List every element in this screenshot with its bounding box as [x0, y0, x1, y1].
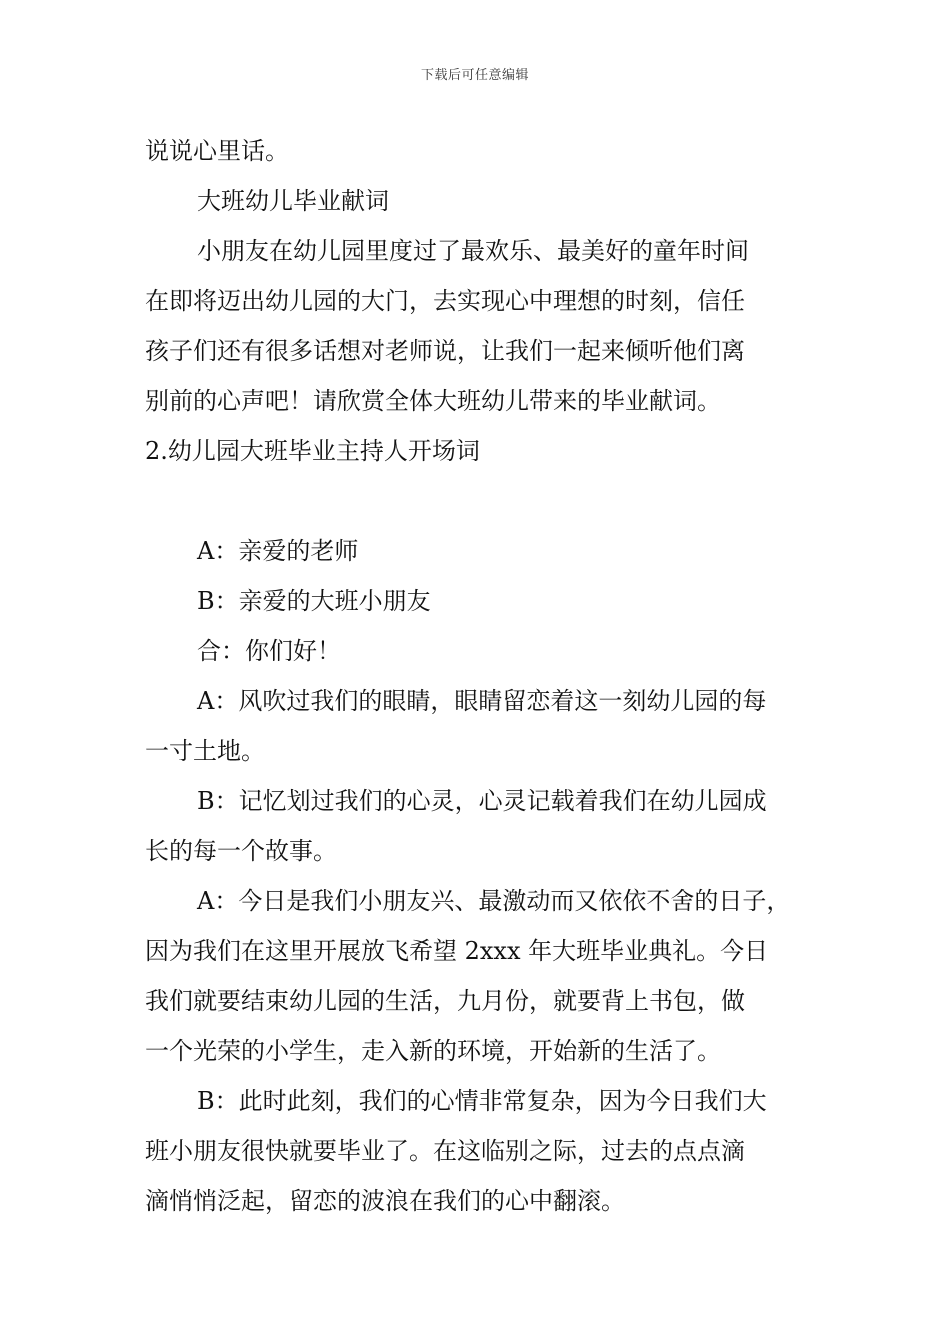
dialogue-line: A：今日是我们小朋友兴、最激动而又依依不舍的日子， [197, 887, 791, 915]
dialogue-line: A：亲爱的老师 [197, 537, 359, 565]
paragraph-line: 班小朋友很快就要毕业了。在这临别之际，过去的点点滴 [145, 1137, 745, 1165]
paragraph-line: 一个光荣的小学生，走入新的环境，开始新的生活了。 [145, 1037, 721, 1065]
paragraph-line: 长的每一个故事。 [145, 837, 337, 865]
paragraph-line: 一寸土地。 [145, 737, 265, 765]
page-header: 下载后可任意编辑 [420, 68, 529, 83]
paragraph-line: 在即将迈出幼儿园的大门，去实现心中理想的时刻，信任 [145, 287, 745, 315]
dialogue-line: 合：你们好！ [197, 637, 341, 665]
paragraph-line: 滴悄悄泛起，留恋的波浪在我们的心中翻滚。 [145, 1187, 625, 1215]
paragraph-line: 我们就要结束幼儿园的生活，九月份，就要背上书包，做 [145, 987, 745, 1015]
document-body [145, 126, 817, 1226]
paragraph-line: 因为我们在这里开展放飞希望 2xxx 年大班毕业典礼。今日 [145, 937, 769, 965]
paragraph-line: 别前的心声吧！请欣赏全体大班幼儿带来的毕业献词。 [145, 387, 721, 415]
paragraph-line: 小朋友在幼儿园里度过了最欢乐、最美好的童年时间 [197, 237, 749, 265]
dialogue-line: B：亲爱的大班小朋友 [197, 587, 431, 615]
paragraph-line: 孩子们还有很多话想对老师说，让我们一起来倾听他们离 [145, 337, 745, 365]
paragraph-line: 说说心里话。 [145, 137, 289, 165]
dialogue-line: A：风吹过我们的眼睛，眼睛留恋着这一刻幼儿园的每 [197, 687, 767, 715]
section-title: 大班幼儿毕业献词 [197, 187, 389, 215]
section-heading: 2.幼儿园大班毕业主持人开场词 [145, 437, 480, 465]
dialogue-line: B：记忆划过我们的心灵，心灵记载着我们在幼儿园成 [197, 787, 767, 815]
blank-line [145, 476, 817, 526]
dialogue-line: B：此时此刻，我们的心情非常复杂，因为今日我们大 [197, 1087, 767, 1115]
